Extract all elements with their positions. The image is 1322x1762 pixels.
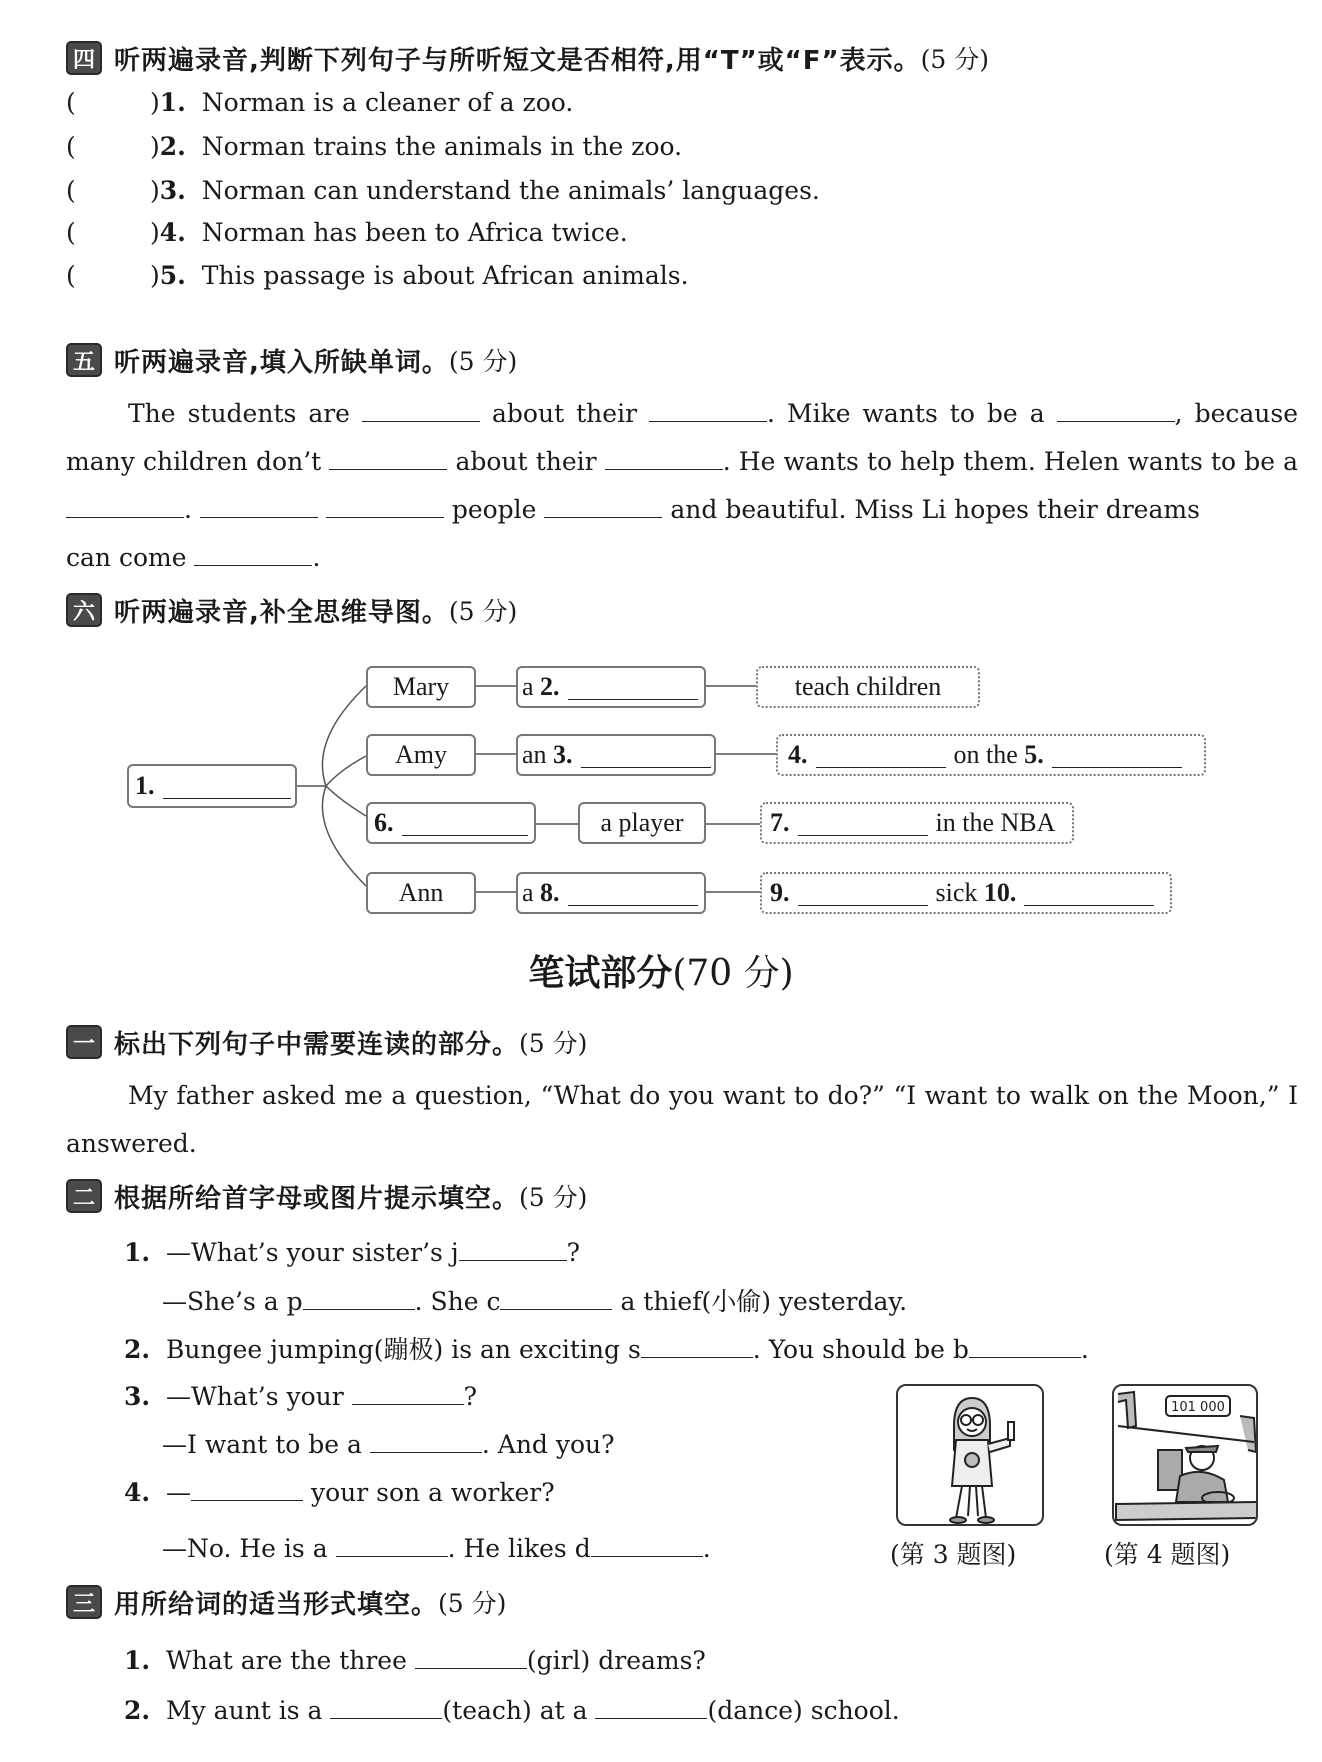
blank[interactable] xyxy=(191,1474,303,1501)
section-title: 标出下列句子中需要连读的部分。 xyxy=(114,1029,520,1060)
section-score: (5 分) xyxy=(920,45,989,74)
section-score: (5 分) xyxy=(448,347,518,376)
picture-4-caption: (第 4 题图) xyxy=(1104,1540,1231,1569)
tf-text: This passage is about African animals. xyxy=(201,261,689,290)
mind-map-node-ann: Ann xyxy=(366,872,476,914)
section-score: (5 分) xyxy=(438,1589,507,1618)
blank[interactable] xyxy=(500,1283,612,1310)
section-badge: 五 xyxy=(66,343,102,377)
blank[interactable] xyxy=(336,1530,448,1557)
mind-map-desc-7[interactable]: 7. in the NBA xyxy=(760,802,1074,844)
tf-item: ( )2. Norman trains the animals in the zoo. xyxy=(66,132,683,161)
question-4b: —No. He is a . He likes d . xyxy=(162,1530,711,1563)
written-section-2-header xyxy=(66,1176,587,1216)
liaison-passage: My father asked me a question, “What do you want to do?” “I want to walk on the Moon,” I answered. xyxy=(66,1081,1298,1158)
section-score: (5 分) xyxy=(519,1183,588,1212)
section-badge: 六 xyxy=(66,593,102,627)
bus-driver-illustration xyxy=(1114,1386,1258,1526)
blank[interactable] xyxy=(352,1378,464,1405)
blank[interactable] xyxy=(370,1426,482,1453)
question-1: 1. What are the three (girl) dreams? xyxy=(124,1642,706,1675)
tf-item: ( )1. Norman is a cleaner of a zoo. xyxy=(66,88,574,117)
scientist-illustration xyxy=(898,1386,1044,1526)
blank[interactable] xyxy=(641,1331,753,1358)
written-section-3-header xyxy=(66,1582,506,1622)
section-badge: 三 xyxy=(66,1585,102,1619)
mind-map-job-player: a player xyxy=(578,802,706,844)
question-3b: —I want to be a . And you? xyxy=(162,1426,615,1459)
tf-item: ( )5. This passage is about African animals. xyxy=(66,261,689,290)
scientist-picture xyxy=(896,1384,1044,1526)
tf-text: Norman is a cleaner of a zoo. xyxy=(201,88,574,117)
mind-map-desc-mary: teach children xyxy=(756,666,980,708)
section-title: 根据所给首字母或图片提示填空。 xyxy=(114,1183,520,1214)
blank[interactable] xyxy=(595,1692,707,1719)
mind-map-root[interactable]: 1. xyxy=(127,764,297,808)
section-score: (5 分) xyxy=(519,1029,588,1058)
section-badge: 一 xyxy=(66,1025,102,1059)
fill-passage: The students are about their . Mike wants to be a , because many children don’t about their . He wants to help them. Helen wants to be a . people and beautiful. Miss Li hopes their dreams can come . xyxy=(66,390,1298,582)
blank[interactable] xyxy=(459,1234,567,1261)
bus-driver-picture xyxy=(1112,1384,1258,1526)
mind-map-desc-amy[interactable]: 4. on the 5. xyxy=(776,734,1206,776)
question-4a: 4. — your son a worker? xyxy=(124,1474,555,1507)
question-2: 2. My aunt is a (teach) at a (dance) school. xyxy=(124,1692,900,1725)
bus-sign-number: 101 000 xyxy=(1171,1400,1225,1415)
section-title: 听两遍录音,填入所缺单词。 xyxy=(114,347,449,378)
section-title: 听两遍录音,补全思维导图。 xyxy=(114,597,449,628)
section-badge: 四 xyxy=(66,41,102,75)
tf-text: Norman can understand the animals’ languages. xyxy=(201,176,820,205)
mind-map-node-6[interactable]: 6. xyxy=(366,802,536,844)
section-badge: 二 xyxy=(66,1179,102,1213)
blank[interactable] xyxy=(330,1692,442,1719)
mind-map-job-3[interactable]: an 3. xyxy=(516,734,716,776)
tf-item: ( )3. Norman can understand the animals’ languages. xyxy=(66,176,820,205)
mind-map-job-2[interactable]: a 2. xyxy=(516,666,706,708)
picture-3-caption: (第 3 题图) xyxy=(890,1540,1017,1569)
mind-map-job-8[interactable]: a 8. xyxy=(516,872,706,914)
tf-text: Norman has been to Africa twice. xyxy=(201,218,628,247)
mind-map-node-amy: Amy xyxy=(366,734,476,776)
blank[interactable] xyxy=(591,1530,703,1557)
tf-item: ( )4. Norman has been to Africa twice. xyxy=(66,218,628,247)
question-2: 2. Bungee jumping(蹦极) is an exciting s . You should be b . xyxy=(124,1330,1089,1366)
blank[interactable] xyxy=(415,1642,527,1669)
tf-text: Norman trains the animals in the zoo. xyxy=(201,132,683,161)
section-score: (5 分) xyxy=(448,597,518,626)
question-1b: —She’s a p . She c a thief(小偷) yesterday. xyxy=(162,1282,907,1318)
section-title: 用所给词的适当形式填空。 xyxy=(114,1589,439,1620)
mind-map-node-mary: Mary xyxy=(366,666,476,708)
blank[interactable] xyxy=(303,1283,415,1310)
written-section-1-header xyxy=(66,1022,587,1062)
question-3a: 3. —What’s your ? xyxy=(124,1378,477,1411)
section-title: 听两遍录音,判断下列句子与所听短文是否相符,用“T”或“F”表示。 xyxy=(114,45,921,76)
question-1a: 1. —What’s your sister’s j ? xyxy=(124,1234,580,1267)
blank[interactable] xyxy=(969,1331,1081,1358)
written-part-title: 笔试部分(70 分) xyxy=(528,953,794,994)
mind-map-desc-9[interactable]: 9. sick 10. xyxy=(760,872,1172,914)
